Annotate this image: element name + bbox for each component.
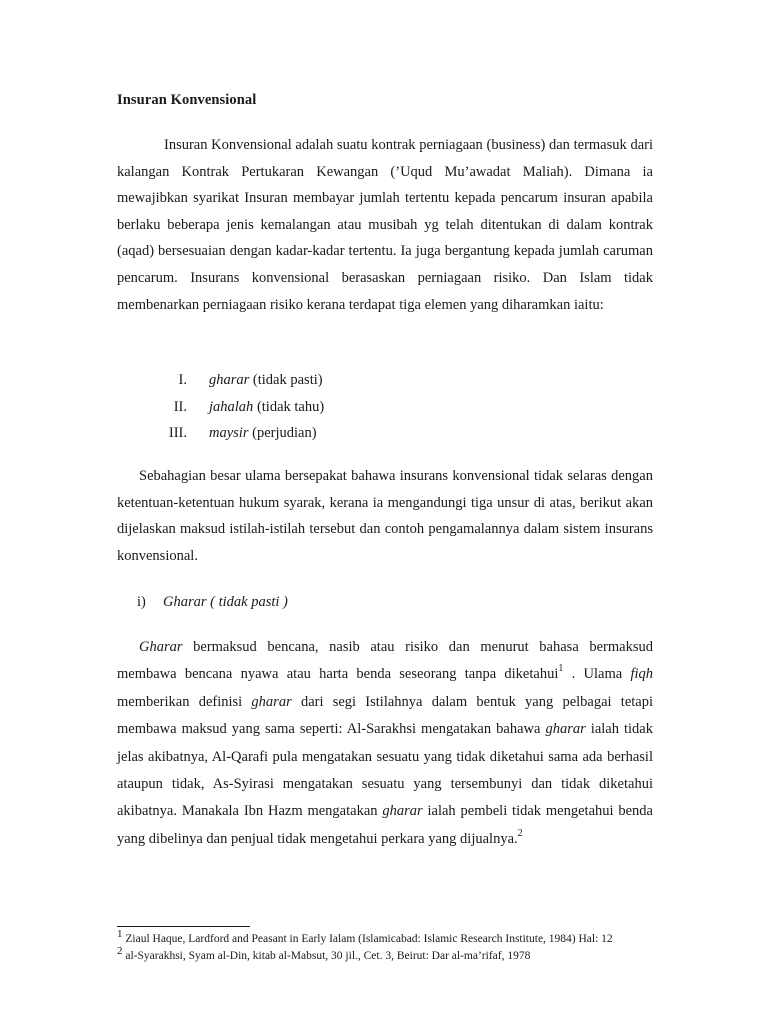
gharar-text-4: dari segi Istilahnya dalam bentuk yang pelbagai tetapi membawa maksud yang sama seperti: Al-Sarakhsi mengatakan bahawa <box>117 693 653 738</box>
list-item-number: II. <box>173 398 187 415</box>
list-item-desc: (tidak pasti) <box>249 372 323 388</box>
subheading-number: i) <box>137 594 146 610</box>
list-item-term: gharar <box>209 372 250 388</box>
footnote-divider <box>117 926 250 927</box>
footnote-2 <box>117 945 677 964</box>
footnote-text: al-Syarakhsi, Syam al-Din, kitab al-Mabsut, 30 jil., Cet. 3, Beirut: Dar al-ma’rifaf, 1978 <box>122 950 531 962</box>
footnote-text: Ziaul Haque, Lardford and Peasant in Early Ialam (Islamicabad: Islamic Research Institute, 1984) Hal: 12 <box>122 933 613 945</box>
list-item <box>117 420 517 447</box>
gharar-subheading <box>137 589 288 615</box>
gharar-text-5: ialah tidak jelas akibatnya, Al-Qarafi pula mengatakan sesuatu yang tidak diketahui sama ada berhasil ataupun tidak, As-Syirasi mengatakan sesuatu yang tersembunyi dan tidak diketahui akibatnya. Manakala Ibn Hazm mengatakan <box>117 721 653 820</box>
footnote-ref-2[interactable]: 2 <box>517 827 523 839</box>
section-heading: Insuran Konvensional <box>117 92 257 108</box>
gharar-text-1: bermaksud bencana, nasib atau risiko dan menurut bahasa bermaksud membawa bencana nyawa atau harta benda seseorang tanpa diketahui <box>117 639 653 683</box>
gharar-paragraph <box>117 634 653 853</box>
term-gharar: Gharar <box>139 639 183 655</box>
footnote-ref-1[interactable]: 1 <box>558 663 564 675</box>
list-item-number: I. <box>178 372 187 388</box>
gharar-text-3: memberikan definisi <box>117 693 252 710</box>
footnote-number: 2 <box>117 945 123 957</box>
footnote-number: 1 <box>117 928 123 940</box>
term-gharar: gharar <box>545 721 586 738</box>
term-gharar: gharar <box>251 693 292 710</box>
subheading-text: Gharar ( tidak pasti ) <box>163 594 288 610</box>
footnote-1 <box>117 928 677 947</box>
list-item <box>117 394 517 421</box>
list-item-number: III. <box>168 425 187 442</box>
intro-paragraph <box>117 132 653 318</box>
footnotes <box>117 928 677 966</box>
intro-paragraph-text: Insuran Konvensional adalah suatu kontrak perniagaan (business) dan termasuk dari kalangan Kontrak Pertukaran Kewangan (’Uqud Mu’awadat Maliah). Dimana ia mewajibkan syarikat Insuran membayar jumlah tertentu kepada pencarum insuran apabila berlaku beberapa jenis kemalangan atau musibah yg telah ditentukan di dalam kontrak (aqad) bersesuaian dengan kadar-kadar tertentu. Ia juga bergantung kepada jumlah caruman pencarum. Insurans konvensional berasaskan perniagaan risiko. Dan Islam tidak membenarkan perniagaan risiko kerana terdapat tiga elemen yang diharamkan iaitu: <box>117 137 653 313</box>
term-fiqh: fiqh <box>630 666 654 683</box>
list-item-desc: (perjudian) <box>248 425 317 442</box>
gharar-text-6: ialah pembeli tidak mengetahui benda yang dibelinya dan penjual tidak mengetahui perkara yang dijualnya. <box>117 803 653 847</box>
gharar-text-2: . Ulama <box>563 666 631 683</box>
consensus-paragraph-text: Sebahagian besar ulama bersepakat bahawa insurans konvensional tidak selaras dengan ketentuan-ketentuan hukum syarak, kerana ia mengandungi tiga unsur di atas, berikut akan dijelaskan maksud istilah-istilah tersebut dan contoh pengamalannya dalam sistem insurans konvensional. <box>117 468 653 564</box>
list-item-term: maysir <box>209 425 249 442</box>
list-item-desc: (tidak tahu) <box>253 398 325 415</box>
consensus-paragraph <box>117 463 653 569</box>
term-gharar: gharar <box>382 803 423 820</box>
list-item <box>117 367 517 394</box>
list-item-term: jahalah <box>209 398 254 415</box>
elements-list <box>117 367 517 447</box>
